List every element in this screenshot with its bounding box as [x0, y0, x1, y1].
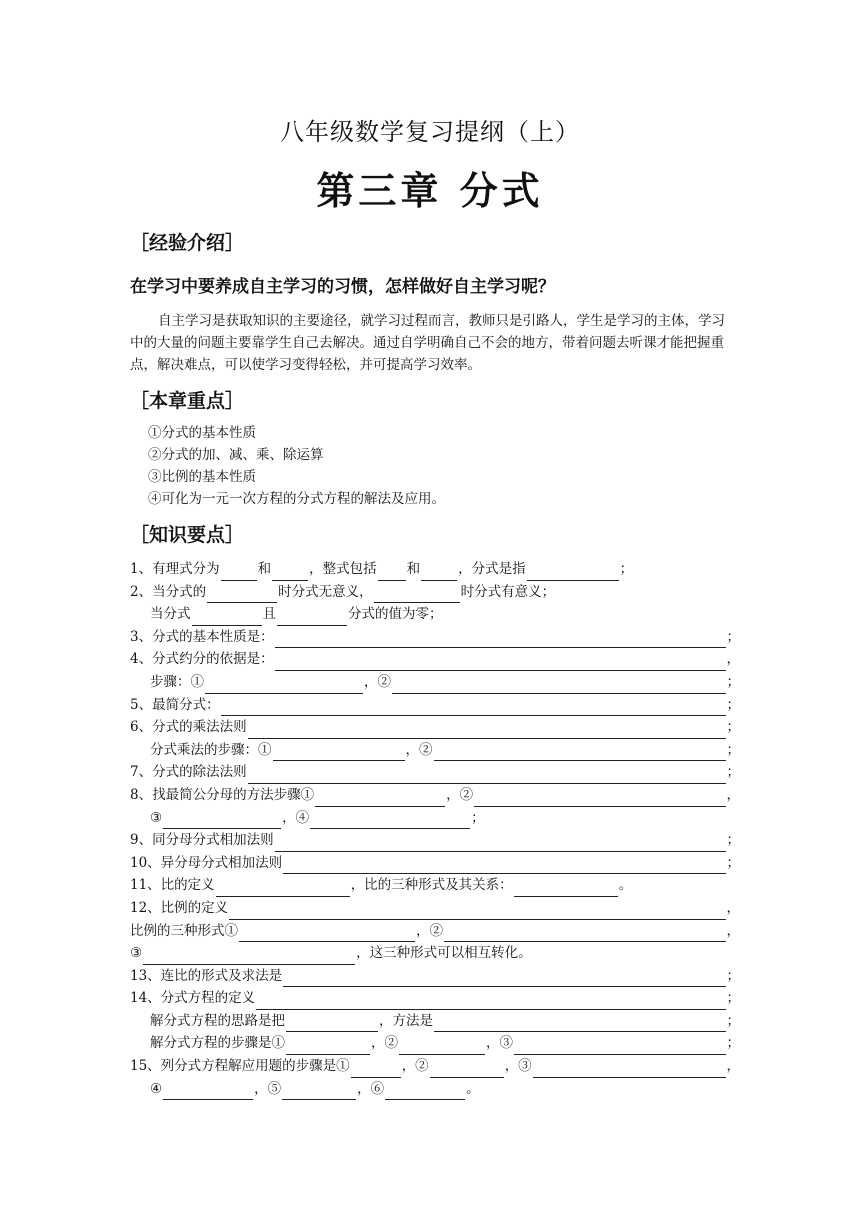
- fill-blank[interactable]: [378, 565, 406, 581]
- fill-blank[interactable]: [248, 768, 726, 784]
- fill-blank[interactable]: [275, 836, 726, 852]
- section-knowledge-heading: ［知识要点］: [130, 524, 245, 546]
- knowledge-row: 分式乘法的步骤：① ，② ；: [130, 739, 740, 762]
- fill-blank[interactable]: [256, 994, 725, 1010]
- fill-blank[interactable]: [434, 745, 726, 761]
- knowledge-row: 5、最简分式： ；: [130, 694, 740, 717]
- knowledge-row: 6、分式的乘法法则 ；: [130, 716, 740, 739]
- fill-blank[interactable]: [527, 565, 619, 581]
- fill-blank[interactable]: [533, 1062, 726, 1078]
- fill-blank[interactable]: [216, 881, 350, 897]
- fill-blank[interactable]: [248, 723, 726, 739]
- knowledge-row: 解分式方程的步骤是① ，② ，③ ；: [130, 1032, 740, 1055]
- knowledge-row: 13、连比的形式及求法是 ；: [130, 965, 740, 988]
- keypoint-item: ③比例的基本性质: [148, 469, 256, 485]
- fill-blank[interactable]: [514, 881, 618, 897]
- fill-blank[interactable]: [283, 971, 725, 987]
- fill-blank[interactable]: [143, 949, 355, 965]
- knowledge-row: ③ ，④ ；: [130, 807, 740, 830]
- knowledge-row: ③ ，这三种形式可以相互转化。: [130, 942, 740, 965]
- fill-blank[interactable]: [374, 587, 460, 603]
- fill-blank[interactable]: [385, 1084, 465, 1100]
- question-heading: 在学习中要养成自主学习的习惯，怎样做好自主学习呢？: [130, 277, 555, 297]
- fill-blank[interactable]: [207, 587, 277, 603]
- knowledge-row: 比例的三种形式① ，② ，: [130, 920, 740, 943]
- knowledge-row: 10、异分母分式相加法则 ；: [130, 852, 740, 875]
- knowledge-list: [130, 558, 740, 1100]
- knowledge-row: 解分式方程的思路是把 ，方法是 ；: [130, 1010, 740, 1033]
- knowledge-row: 3、分式的基本性质是： ；: [130, 626, 740, 649]
- document-title: 八年级数学复习提纲（上）: [280, 118, 580, 146]
- knowledge-row: 7、分式的除法法则 ；: [130, 761, 740, 784]
- knowledge-row: 15、列分式方程解应用题的步骤是① ，② ，③ ，: [130, 1055, 740, 1078]
- knowledge-row: 11、比的定义 ，比的三种形式及其关系： 。: [130, 874, 740, 897]
- fill-blank[interactable]: [434, 1016, 726, 1032]
- section-keypoints-heading: ［本章重点］: [130, 390, 245, 412]
- fill-blank[interactable]: [239, 926, 415, 942]
- fill-blank[interactable]: [273, 745, 405, 761]
- fill-blank[interactable]: [275, 632, 726, 648]
- fill-blank[interactable]: [283, 858, 725, 874]
- fill-blank[interactable]: [275, 655, 726, 671]
- section-experience-heading: ［经验介绍］: [130, 232, 245, 254]
- fill-blank[interactable]: [310, 813, 470, 829]
- fill-blank[interactable]: [205, 678, 363, 694]
- fill-blank[interactable]: [421, 565, 457, 581]
- fill-blank[interactable]: [444, 926, 726, 942]
- fill-blank[interactable]: [351, 1062, 401, 1078]
- knowledge-row: 12、比例的定义 ，: [130, 897, 740, 920]
- keypoint-item: ④可化为一元一次方程的分式方程的解法及应用。: [148, 491, 445, 507]
- fill-blank[interactable]: [163, 1084, 253, 1100]
- fill-blank[interactable]: [282, 1084, 356, 1100]
- fill-blank[interactable]: [399, 1039, 485, 1055]
- knowledge-row: 9、同分母分式相加法则 ；: [130, 829, 740, 852]
- fill-blank[interactable]: [272, 565, 308, 581]
- knowledge-row: ④ ，⑤ ，⑥ 。: [130, 1078, 740, 1101]
- chapter-title: 第三章 分式: [316, 168, 544, 213]
- keypoint-item: ①分式的基本性质: [148, 425, 256, 441]
- knowledge-row: 当分式 且 分式的值为零；: [130, 603, 740, 626]
- fill-blank[interactable]: [474, 791, 725, 807]
- knowledge-row: 14、分式方程的定义 ；: [130, 987, 740, 1010]
- knowledge-row: 步骤：① ，② ；: [130, 671, 740, 694]
- knowledge-row: 8、找最简公分母的方法步骤① ，② ，: [130, 784, 740, 807]
- fill-blank[interactable]: [192, 610, 262, 626]
- knowledge-row: 4、分式约分的依据是： ，: [130, 648, 740, 671]
- knowledge-row: 2、当分式的 时分式无意义， 时分式有意义；: [130, 581, 740, 604]
- fill-blank[interactable]: [286, 1039, 370, 1055]
- fill-blank[interactable]: [392, 678, 726, 694]
- keypoint-item: ②分式的加、减、乘、除运算: [148, 447, 324, 463]
- fill-blank[interactable]: [229, 904, 725, 920]
- fill-blank[interactable]: [315, 791, 445, 807]
- fill-blank[interactable]: [277, 610, 347, 626]
- knowledge-row: 1、有理式分为 和 ，整式包括 和 ，分式是指 ；: [130, 558, 740, 581]
- fill-blank[interactable]: [430, 1062, 504, 1078]
- fill-blank[interactable]: [514, 1039, 726, 1055]
- fill-blank[interactable]: [163, 813, 281, 829]
- fill-blank[interactable]: [286, 1016, 378, 1032]
- fill-blank[interactable]: [221, 565, 257, 581]
- intro-paragraph: 自主学习是获取知识的主要途径，就学习过程而言，教师只是引路人，学生是学习的主体，学习中的大量的问题主要靠学生自己去解决。通过自学明确自己不会的地方，带着问题去听课才能把握重点，解决难点，可以使学习变得轻松，并可提高学习效率。: [130, 313, 725, 373]
- fill-blank[interactable]: [221, 700, 726, 716]
